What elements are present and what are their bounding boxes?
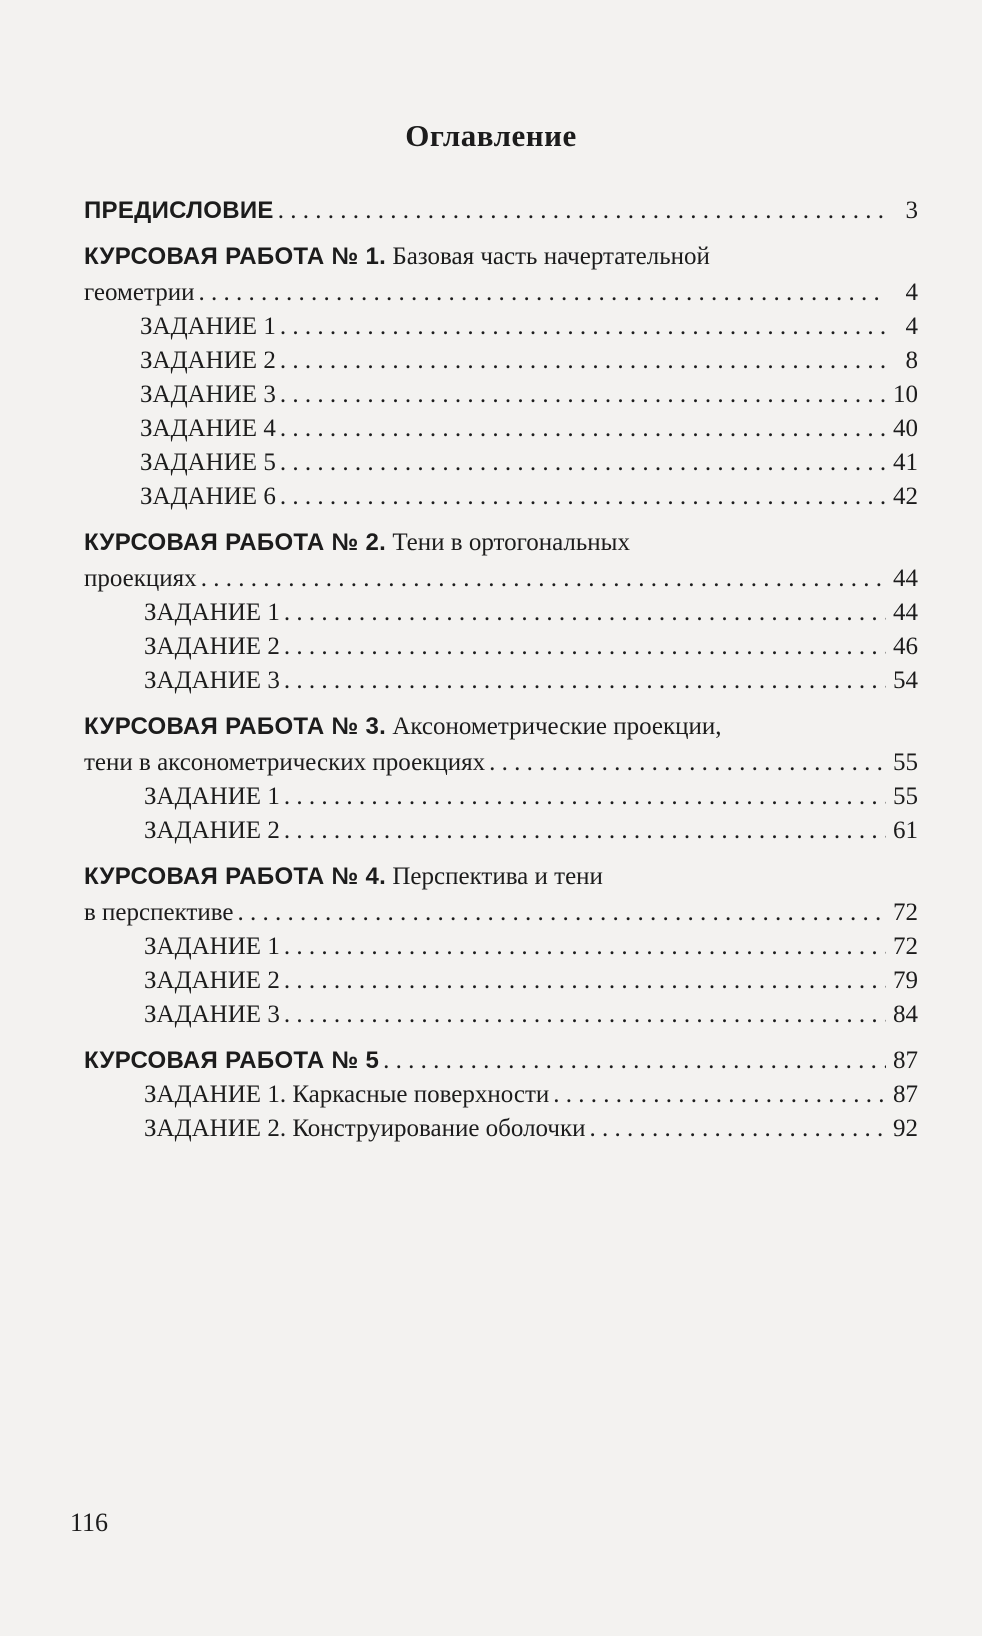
toc-entry-task[interactable]: [84, 446, 918, 480]
page-number: 42: [893, 483, 918, 510]
toc-heading: КУРСОВАЯ РАБОТА № 5: [84, 1047, 380, 1074]
toc-heading: ПРЕДИСЛОВИЕ: [84, 197, 274, 224]
page-folio-number: 116: [70, 1508, 109, 1537]
page-number: 41: [893, 449, 918, 476]
toc-heading-continuation: проекциях: [84, 565, 197, 592]
task-label: ЗАДАНИЕ 6: [140, 483, 276, 510]
dot-leader: [237, 896, 886, 930]
task-label: ЗАДАНИЕ 1. Каркасные поверхности: [144, 1081, 550, 1108]
dot-leader: [284, 998, 886, 1032]
page-number: 44: [893, 599, 918, 626]
toc-entry-coursework-4-cont[interactable]: [84, 896, 918, 930]
toc-entry-task[interactable]: [84, 1112, 918, 1146]
toc-entry-task[interactable]: [84, 664, 918, 698]
toc-entry-task[interactable]: [84, 412, 918, 446]
dot-leader: [280, 310, 886, 344]
toc-entry-task[interactable]: [84, 964, 918, 998]
table-of-contents: [84, 194, 918, 1146]
toc-entry-coursework-1-cont[interactable]: [84, 276, 918, 310]
page-number: 55: [893, 783, 918, 810]
dot-leader: [280, 446, 886, 480]
task-label: ЗАДАНИЕ 3: [144, 1001, 280, 1028]
task-label: ЗАДАНИЕ 2: [144, 633, 280, 660]
toc-heading-continuation: геометрии: [84, 279, 195, 306]
task-label: ЗАДАНИЕ 2: [140, 347, 276, 374]
toc-entry-preface[interactable]: [84, 194, 918, 228]
toc-entry-coursework-4[interactable]: [84, 860, 918, 896]
page-number: 44: [893, 565, 918, 592]
page-number: 61: [893, 817, 918, 844]
task-label: ЗАДАНИЕ 4: [140, 415, 276, 442]
page-number: 8: [905, 347, 918, 374]
toc-entry-task[interactable]: [84, 344, 918, 378]
toc-heading-text: Базовая часть начертательной: [386, 243, 710, 270]
page-number: 87: [893, 1081, 918, 1108]
page-title: Оглавление: [405, 118, 577, 153]
task-label: ЗАДАНИЕ 1: [144, 599, 280, 626]
page-number: 79: [893, 967, 918, 994]
toc-entry-coursework-5[interactable]: [84, 1044, 918, 1078]
toc-entry-task[interactable]: [84, 596, 918, 630]
dot-leader: [553, 1078, 886, 1112]
toc-entry-task[interactable]: [84, 998, 918, 1032]
dot-leader: [198, 276, 886, 310]
dot-leader: [284, 814, 886, 848]
toc-heading-continuation: тени в аксонометрических проекциях: [84, 749, 486, 776]
toc-entry-task[interactable]: [84, 814, 918, 848]
toc-heading-text: Тени в ортогональных: [386, 529, 630, 556]
dot-leader: [383, 1044, 886, 1078]
dot-leader: [284, 596, 886, 630]
toc-heading: КУРСОВАЯ РАБОТА № 4.: [84, 863, 387, 890]
page-number: 54: [893, 667, 918, 694]
toc-entry-task[interactable]: [84, 310, 918, 344]
page-number: 46: [893, 633, 918, 660]
task-label: ЗАДАНИЕ 1: [144, 783, 280, 810]
toc-heading: КУРСОВАЯ РАБОТА № 3.: [84, 713, 387, 740]
page-number: 3: [905, 197, 918, 224]
dot-leader: [280, 480, 886, 514]
toc-entry-coursework-3-cont[interactable]: [84, 746, 918, 780]
page-number: 84: [893, 1001, 918, 1028]
page-number: 92: [893, 1115, 918, 1142]
toc-heading-text: Аксонометрические проекции,: [386, 713, 722, 740]
task-label: ЗАДАНИЕ 2: [144, 817, 280, 844]
task-label: ЗАДАНИЕ 3: [144, 667, 280, 694]
toc-entry-coursework-3[interactable]: [84, 710, 918, 746]
toc-entry-task[interactable]: [84, 1078, 918, 1112]
page-number: 72: [893, 899, 918, 926]
page-number: 40: [893, 415, 918, 442]
page-number: 4: [905, 313, 918, 340]
toc-entry-coursework-2-cont[interactable]: [84, 562, 918, 596]
dot-leader: [278, 194, 886, 228]
page-number: 87: [893, 1047, 918, 1074]
task-label: ЗАДАНИЕ 3: [140, 381, 276, 408]
dot-leader: [284, 930, 886, 964]
dot-leader: [284, 664, 886, 698]
page-number: 55: [893, 749, 918, 776]
page-number: 10: [893, 381, 918, 408]
toc-entry-task[interactable]: [84, 630, 918, 664]
toc-heading-text: Перспектива и тени: [386, 863, 603, 890]
dot-leader: [284, 630, 886, 664]
dot-leader: [280, 412, 886, 446]
dot-leader: [284, 780, 886, 814]
toc-entry-task[interactable]: [84, 378, 918, 412]
task-label: ЗАДАНИЕ 1: [144, 933, 280, 960]
dot-leader: [280, 378, 886, 412]
task-label: ЗАДАНИЕ 1: [140, 313, 276, 340]
dot-leader: [489, 746, 886, 780]
task-label: ЗАДАНИЕ 2. Конструирование оболочки: [144, 1115, 586, 1142]
dot-leader: [590, 1112, 887, 1146]
toc-entry-coursework-2[interactable]: [84, 526, 918, 562]
page-number: 4: [905, 279, 918, 306]
task-label: ЗАДАНИЕ 5: [140, 449, 276, 476]
dot-leader: [201, 562, 886, 596]
toc-entry-task[interactable]: [84, 480, 918, 514]
dot-leader: [280, 344, 886, 378]
toc-entry-task[interactable]: [84, 930, 918, 964]
toc-heading: КУРСОВАЯ РАБОТА № 2.: [84, 529, 387, 556]
page-number: 72: [893, 933, 918, 960]
toc-heading: КУРСОВАЯ РАБОТА № 1.: [84, 243, 387, 270]
dot-leader: [284, 964, 886, 998]
toc-entry-coursework-1[interactable]: [84, 240, 918, 276]
toc-entry-task[interactable]: [84, 780, 918, 814]
toc-heading-continuation: в перспективе: [84, 899, 234, 926]
task-label: ЗАДАНИЕ 2: [144, 967, 280, 994]
